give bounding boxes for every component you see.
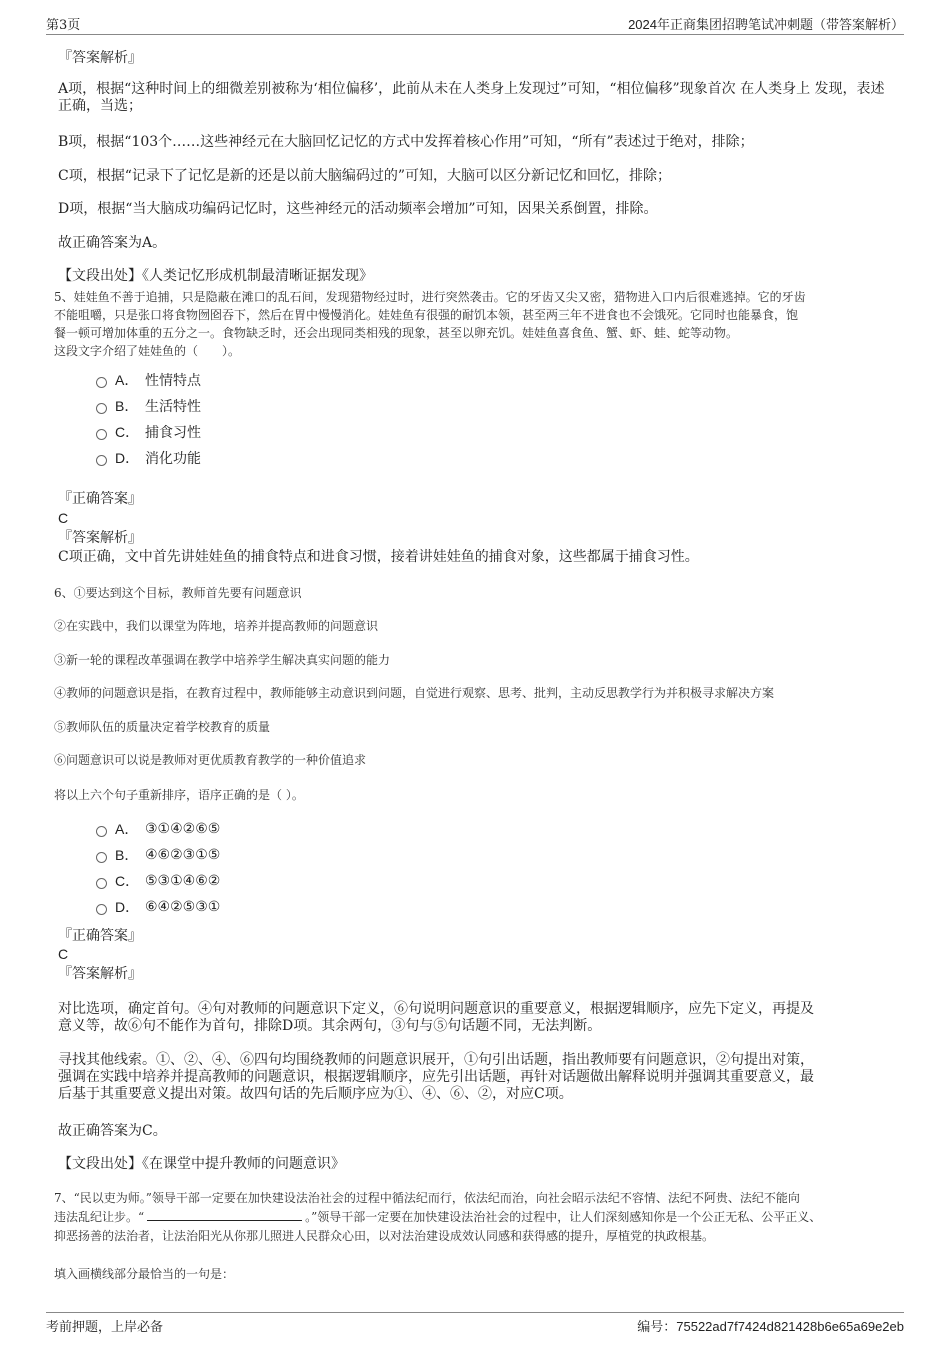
q7-stem-line3: 抑恶扬善的法治者，让法治阳光从你那儿照进人民群众心田，以对法治建设成效认同感和获得感的提升，厚植党的执政根基。 xyxy=(54,1229,715,1243)
q7-question: 填入画横线部分最恰当的一句是： xyxy=(54,1267,235,1281)
q6-option-a[interactable]: A． ③①④②⑥⑤ xyxy=(96,819,220,839)
q6-analysis-p1-line2: 意义等，故⑥句不能作为首句，排除D项。其余两句，③句与⑤句话题不同，无法判断。 xyxy=(58,1018,602,1034)
q5-option-a[interactable]: A． 性情特点 xyxy=(96,370,201,390)
radio-button[interactable] xyxy=(96,852,107,863)
q4-analysis-d: D项，根据“当大脑成功编码记忆时，这些神经元的活动频率会增加”可知，因果关系倒置，排除。 xyxy=(58,201,658,217)
q6-option-c[interactable]: C． ⑤③①④⑥② xyxy=(96,871,220,891)
q5-answer: C xyxy=(58,510,69,526)
radio-button[interactable] xyxy=(96,403,107,414)
document-id: 编号：75522ad7f7424d821428b6e65a69e2eb xyxy=(637,1319,904,1334)
q6-sentence-6: ⑥问题意识可以说是教师对更优质教育教学的一种价值追求 xyxy=(54,753,367,767)
radio-button[interactable] xyxy=(96,826,107,837)
q6-conclusion: 故正确答案为C。 xyxy=(58,1123,167,1139)
radio-button[interactable] xyxy=(96,455,107,466)
q6-sentence-1: 6、①要达到这个目标，教师首先要有问题意识 xyxy=(54,586,302,600)
q6-sentence-5: ⑤教师队伍的质量决定着学校教育的质量 xyxy=(54,720,271,734)
q6-analysis-p2-line3: 后基于其重要意义提出对策。故四句话的先后顺序应为①、④、⑥、②，对应C项。 xyxy=(58,1086,573,1102)
q4-analysis-a: A项，根据“这种时间上的细微差别被称为‘相位偏移’，此前从未在人类身上发现过”可知，“相位偏移”现象首次 在人类身上 发现，表述正确，当选； xyxy=(58,81,885,114)
q5-answer-label: 『正确答案』 xyxy=(58,491,142,507)
q6-sentence-2: ②在实践中，我们以课堂为阵地，培养并提高教师的问题意识 xyxy=(54,619,379,633)
page-footer xyxy=(46,1312,904,1335)
q5-analysis-label: 『答案解析』 xyxy=(58,530,142,546)
q6-analysis-label: 『答案解析』 xyxy=(58,966,142,982)
q6-question: 将以上六个句子重新排序，语序正确的是（ ）。 xyxy=(54,788,304,802)
q5-stem-line3: 餐一顿可增加体重的五分之一。食物缺乏时，还会出现同类相残的现象，甚至以卵充饥。娃娃鱼喜食鱼、蟹、虾、蛙、蛇等动物。 xyxy=(54,326,739,340)
q4-source: 【文段出处】《人类记忆形成机制最清晰证据发现》 xyxy=(58,268,373,284)
q4-analysis-c: C项，根据“记录下了记忆是新的还是以前大脑编码过的”可知，大脑可以区分新记忆和回忆，排除； xyxy=(58,168,672,184)
q7-stem-line1: 7、“民以吏为师。”领导干部一定要在加快建设法治社会的过程中循法纪而行，依法纪而治，向社会昭示法纪不容情、法纪不阿贵、法纪不能向 xyxy=(54,1191,800,1205)
q6-sentence-4: ④教师的问题意识是指，在教育过程中，教师能够主动意识到问题，自觉进行观察、思考、批判，主动反思教学行为并积极寻求解决方案 xyxy=(54,686,775,700)
q4-conclusion: 故正确答案为A。 xyxy=(58,235,167,251)
q4-analysis-b: B项，根据“103个……这些神经元在大脑回忆记忆的方式中发挥着核心作用”可知，“所有”表述过于绝对，排除； xyxy=(58,134,754,150)
radio-button[interactable] xyxy=(96,377,107,388)
q5-question: 这段文字介绍了娃娃鱼的（ ）。 xyxy=(54,344,241,358)
q5-option-d[interactable]: D． 消化功能 xyxy=(96,448,201,468)
q6-analysis-p2-line1: 寻找其他线索。①、②、④、⑥四句均围绕教师的问题意识展开，①句引出话题，指出教师要有问题意识，②句提出对策， xyxy=(58,1052,814,1068)
q5-option-c[interactable]: C． 捕食习性 xyxy=(96,422,201,442)
q6-source: 【文段出处】《在课堂中提升教师的问题意识》 xyxy=(58,1156,345,1172)
footer-slogan: 考前押题，上岸必备 xyxy=(46,1320,164,1335)
q7-stem-line2: 违法乱纪让步。“ 。”领导干部一定要在加快建设法治社会的过程中，让人们深刻感知你是一个公正无私、公平正义、 xyxy=(54,1210,822,1224)
q6-answer-label: 『正确答案』 xyxy=(58,928,142,944)
q5-stem-line2: 不能咀嚼，只是张口将食物囫囵吞下，然后在胃中慢慢消化。娃娃鱼有很强的耐饥本领，甚至两三年不进食也不会饿死。它同时也能暴食，饱 xyxy=(54,308,799,322)
q6-sentence-3: ③新一轮的课程改革强调在教学中培养学生解决真实问题的能力 xyxy=(54,653,391,667)
q5-stem-line1: 5、娃娃鱼不善于追捕，只是隐蔽在滩口的乱石间，发现猎物经过时，进行突然袭击。它的牙齿又尖又密，猎物进入口内后很难逃掉。它的牙齿 xyxy=(54,290,806,304)
q6-answer: C xyxy=(58,946,69,962)
page-number: 第3页 xyxy=(46,18,81,33)
q4-analysis-label: 『答案解析』 xyxy=(58,50,142,66)
q5-option-b[interactable]: B． 生活特性 xyxy=(96,396,201,416)
fill-in-blank[interactable] xyxy=(147,1208,302,1221)
q6-analysis-p2-line2: 强调在实践中培养并提高教师的问题意识，根据逻辑顺序，应先引出话题，再针对话题做出解释说明并强调其重要意义，最 xyxy=(58,1069,814,1085)
q6-option-b[interactable]: B． ④⑥②③①⑤ xyxy=(96,845,220,865)
radio-button[interactable] xyxy=(96,429,107,440)
q6-analysis-p1-line1: 对比选项，确定首句。④句对教师的问题意识下定义，⑥句说明问题意识的重要意义，根据逻辑顺序，应先下定义，再提及 xyxy=(58,1001,814,1017)
radio-button[interactable] xyxy=(96,904,107,915)
document-title: 2024年正商集团招聘笔试冲刺题（带答案解析） xyxy=(628,17,904,32)
q5-analysis: C项正确，文中首先讲娃娃鱼的捕食特点和进食习惯，接着讲娃娃鱼的捕食对象，这些都属于捕食习性。 xyxy=(58,549,699,565)
q6-option-d[interactable]: D． ⑥④②⑤③① xyxy=(96,897,220,917)
page-header xyxy=(46,12,904,35)
radio-button[interactable] xyxy=(96,878,107,889)
